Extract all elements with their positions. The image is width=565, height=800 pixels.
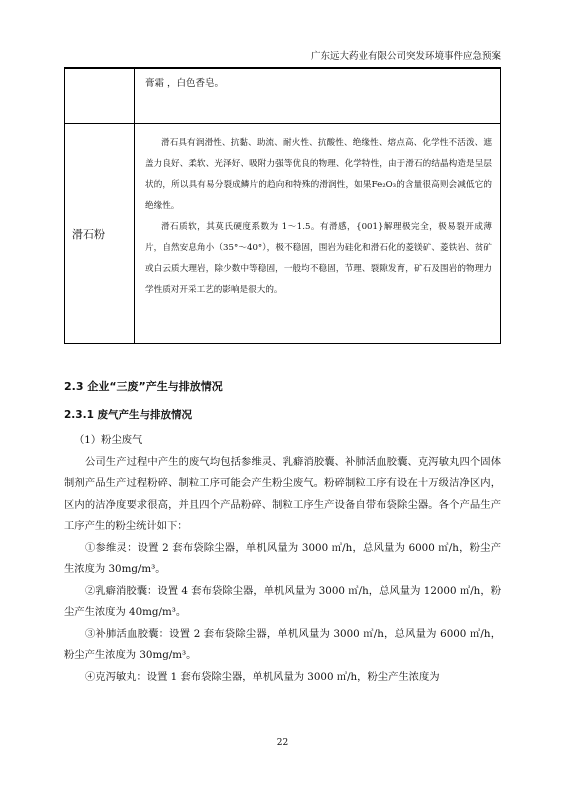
page-number: 22 [276, 738, 289, 748]
page-header: 广东远大药业有限公司突发环境事件应急预案 [64, 50, 501, 68]
table-cell-description [135, 124, 501, 344]
sub-heading: （1）粉尘废气 [74, 434, 143, 446]
table-cell-name [65, 69, 135, 124]
subsection-heading: 2.3.1 废气产生与排放情况 [64, 409, 193, 421]
list-item: ③补肺活血胶囊：设置 2 套布袋除尘器，单机风量为 3000 ㎥/h，总风量为 6000 ㎥/h，粉尘产生浓度为 30mg/m³。 [64, 627, 501, 661]
talc-paragraph-2: 滑石质软，其莫氏硬度系数为 1～1.5。有滑感，{001}解理极完全，极易裂开成薄片，自然安息角小（35°～40°），极不稳固，围岩为硅化和滑石化的菱镁矿、菱铁岩、贫矿或白云质大理岩，除少数中等稳固，一般均不稳固，节理、裂隙发育，矿石及围岩的物理力学性质对开采工艺的影响是很大的。 [145, 222, 492, 295]
body-paragraph: 公司生产过程中产生的废气均包括参维灵、乳癖消胶囊、补肺活血胶囊、克泻敏丸四个固体制剂产品生产过程粉碎、制粒工序可能会产生粉尘废气。粉碎制粒工序有设在十万级洁净区内，区内的洁净度要求很高，并且四个产品粉碎、制粒工序生产设备自带布袋除尘器。各个产品生产工序产生的粉尘统计如下： [64, 455, 501, 532]
list-item: ④克泻敏丸：设置 1 套布袋除尘器，单机风量为 3000 ㎥/h，粉尘产生浓度为 [85, 670, 440, 683]
table-cell-name: 滑石粉 [65, 124, 135, 344]
table-row [65, 69, 501, 124]
list-item: ②乳癖消胶囊：设置 4 套布袋除尘器，单机风量为 3000 ㎥/h，总风量为 12000 ㎥/h，粉尘产生浓度为 40mg/m³。 [64, 584, 501, 618]
document-body [64, 430, 501, 688]
table-row [65, 124, 501, 344]
section-heading: 2.3 企业“三废”产生与排放情况 [64, 380, 223, 393]
table-cell-description: 膏霜 ，白色香皂。 [135, 69, 501, 124]
talc-paragraph-1: 滑石具有润滑性、抗黏、助流、耐火性、抗酸性、绝缘性、熔点高、化学性不活泼、遮盖力良好、柔软、光泽好、吸附力强等优良的物理、化学特性，由于滑石的结晶构造是呈层状的，所以具有易分裂成鳞片的趋向和特殊的滑润性，如果Fe₂O₃的含量很高则会减低它的绝缘性。 [145, 138, 492, 211]
material-properties-table [64, 68, 501, 344]
list-item: ①参维灵：设置 2 套布袋除尘器，单机风量为 3000 ㎥/h，总风量为 6000 ㎥/h，粉尘产生浓度为 30mg/m³。 [64, 541, 501, 575]
